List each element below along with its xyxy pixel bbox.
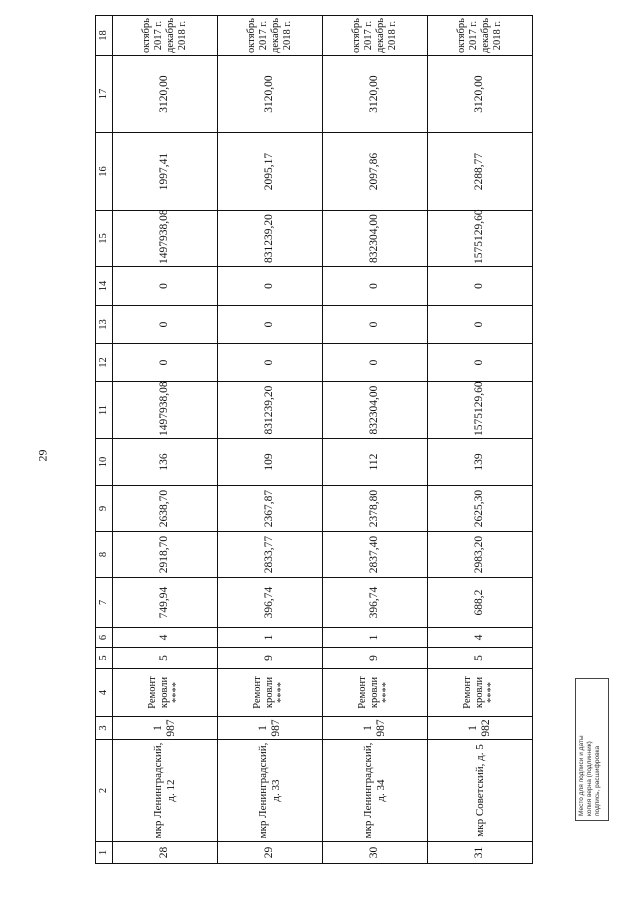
data-cell: 0: [428, 306, 533, 344]
data-cell: 109: [218, 439, 323, 486]
header-cell: 7: [96, 578, 113, 628]
data-cell: 136: [113, 439, 218, 486]
data-cell: 396,74: [323, 578, 428, 628]
header-cell: 2: [96, 740, 113, 842]
floors-cell: 5: [428, 648, 533, 669]
period-cell: октябрь 2017 г. декабрь 2018 г.: [428, 16, 533, 56]
data-cell: 0: [323, 344, 428, 382]
header-cell: 12: [96, 344, 113, 382]
table-row: [428, 16, 533, 864]
data-cell: 2288,77: [428, 133, 533, 211]
data-cell: 0: [218, 306, 323, 344]
data-cell: 3120,00: [113, 56, 218, 133]
header-cell: 16: [96, 133, 113, 211]
data-cell: 1575129,60: [428, 211, 533, 267]
data-cell: 139: [428, 439, 533, 486]
work-type-cell: Ремонт кровли ****: [428, 669, 533, 717]
stamp-line: подпись, расшифровка: [593, 745, 601, 816]
work-type-cell: Ремонт кровли ****: [218, 669, 323, 717]
header-row: [96, 16, 113, 864]
address-cell: мкр Ленинградский, д. 34: [323, 740, 428, 842]
year-cell: 1 982: [428, 717, 533, 740]
data-cell: 3120,00: [428, 56, 533, 133]
rotated-table-frame: [95, 18, 529, 864]
header-cell: 1: [96, 842, 113, 864]
year-cell: 1 987: [218, 717, 323, 740]
entrances-cell: 4: [113, 628, 218, 648]
floors-cell: 5: [113, 648, 218, 669]
data-cell: 2378,80: [323, 486, 428, 532]
data-cell: 0: [323, 267, 428, 306]
period-cell: октябрь 2017 г. декабрь 2018 г.: [113, 16, 218, 56]
entrances-cell: 1: [323, 628, 428, 648]
row-number: 28: [113, 842, 218, 864]
header-cell: 15: [96, 211, 113, 267]
data-cell: 832304,00: [323, 382, 428, 439]
floors-cell: 9: [323, 648, 428, 669]
data-cell: 2983,20: [428, 532, 533, 578]
entrances-cell: 1: [218, 628, 323, 648]
header-cell: 13: [96, 306, 113, 344]
header-cell: 8: [96, 532, 113, 578]
work-type-cell: Ремонт кровли ****: [323, 669, 428, 717]
data-cell: 2837,40: [323, 532, 428, 578]
data-cell: 0: [428, 344, 533, 382]
data-cell: 0: [113, 267, 218, 306]
year-cell: 1 987: [113, 717, 218, 740]
work-type-cell: Ремонт кровли ****: [113, 669, 218, 717]
data-cell: 3120,00: [323, 56, 428, 133]
data-cell: 2918,70: [113, 532, 218, 578]
table-container: [95, 18, 529, 864]
repair-schedule-table: [95, 15, 533, 864]
data-cell: 831239,20: [218, 211, 323, 267]
data-cell: 396,74: [218, 578, 323, 628]
certification-stamp: [575, 678, 609, 821]
data-cell: 0: [323, 306, 428, 344]
data-cell: 0: [218, 267, 323, 306]
data-cell: 2097,86: [323, 133, 428, 211]
stamp-box: [575, 678, 609, 821]
row-number: 31: [428, 842, 533, 864]
header-cell: 9: [96, 486, 113, 532]
header-cell: 5: [96, 648, 113, 669]
data-cell: 2638,70: [113, 486, 218, 532]
data-cell: 112: [323, 439, 428, 486]
address-cell: мкр Ленинградский, д. 33: [218, 740, 323, 842]
data-cell: 0: [428, 267, 533, 306]
data-cell: 1497938,08: [113, 382, 218, 439]
data-cell: 2095,17: [218, 133, 323, 211]
header-cell: 11: [96, 382, 113, 439]
header-cell: 3: [96, 717, 113, 740]
header-cell: 18: [96, 16, 113, 56]
row-number: 29: [218, 842, 323, 864]
table-row: [323, 16, 428, 864]
header-cell: 10: [96, 439, 113, 486]
table-row: [218, 16, 323, 864]
address-cell: мкр Ленинградский, д. 12: [113, 740, 218, 842]
header-cell: 6: [96, 628, 113, 648]
data-cell: 0: [218, 344, 323, 382]
data-cell: 1497938,08: [113, 211, 218, 267]
data-cell: 0: [113, 306, 218, 344]
period-cell: октябрь 2017 г. декабрь 2018 г.: [323, 16, 428, 56]
header-cell: 17: [96, 56, 113, 133]
page-number: 29: [35, 449, 50, 462]
year-cell: 1 987: [323, 717, 428, 740]
table-row: [113, 16, 218, 864]
header-cell: 4: [96, 669, 113, 717]
header-cell: 14: [96, 267, 113, 306]
address-cell: мкр Советский, д. 5: [428, 740, 533, 842]
stamp-line: Место для подписи и даты: [578, 735, 585, 816]
data-cell: 831239,20: [218, 382, 323, 439]
row-number: 30: [323, 842, 428, 864]
floors-cell: 9: [218, 648, 323, 669]
data-cell: 832304,00: [323, 211, 428, 267]
stamp-line: копия верна (подлинник): [585, 741, 593, 816]
data-cell: 1997,41: [113, 133, 218, 211]
data-cell: 2833,77: [218, 532, 323, 578]
entrances-cell: 4: [428, 628, 533, 648]
period-cell: октябрь 2017 г. декабрь 2018 г.: [218, 16, 323, 56]
data-cell: 3120,00: [218, 56, 323, 133]
data-cell: 749,94: [113, 578, 218, 628]
data-cell: 0: [113, 344, 218, 382]
data-cell: 688,2: [428, 578, 533, 628]
data-cell: 2367,87: [218, 486, 323, 532]
data-cell: 2625,30: [428, 486, 533, 532]
data-cell: 1575129,60: [428, 382, 533, 439]
